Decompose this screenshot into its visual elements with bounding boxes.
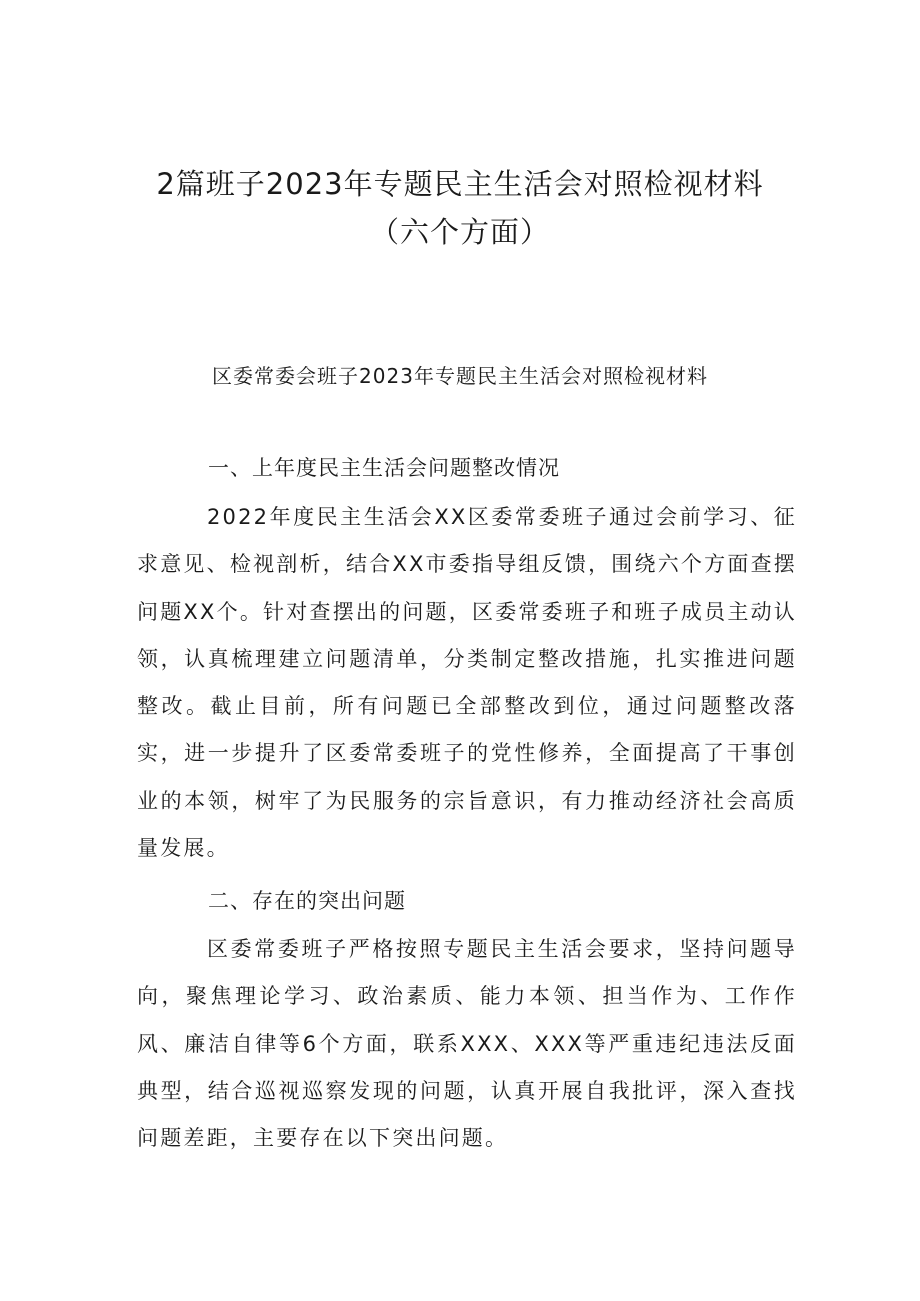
section-paragraph-2: 区委常委班子严格按照专题民主生活会要求，坚持问题导向，聚焦理论学习、政治素质、能力本领、担当作为、工作作风、廉洁自律等6个方面，联系XXX、XXX等严重违纪违法反面典型，结合巡视巡察发现的问题，认真开展自我批评，深入查找问题差距，主要存在以下突出问题。 [137, 937, 797, 1151]
document-title-subline: （六个方面） [369, 215, 550, 249]
section-heading-1: 一、上年度民主生活会问题整改情况 [208, 456, 560, 480]
section-heading-2: 二、存在的突出问题 [208, 889, 406, 913]
document-title: 2篇班子2023年专题民主生活会对照检视材料 [156, 167, 764, 201]
section-paragraph-1: 2022年度民主生活会XX区委常委班子通过会前学习、征求意见、检视剖析，结合XX市委指导组反馈，围绕六个方面查摆问题XX个。针对查摆出的问题，区委常委班子和班子成员主动认领，认真梳理建立问题清单，分类制定整改措施，扎实推进问题整改。截止目前，所有问题已全部整改到位，通过问题整改落实，进一步提升了区委常委班子的党性修养，全面提高了干事创业的本领，树牢了为民服务的宗旨意识，有力推动经济社会高质量发展。 [137, 505, 797, 861]
document-subtitle: 区委常委会班子2023年专题民主生活会对照检视材料 [212, 364, 708, 388]
